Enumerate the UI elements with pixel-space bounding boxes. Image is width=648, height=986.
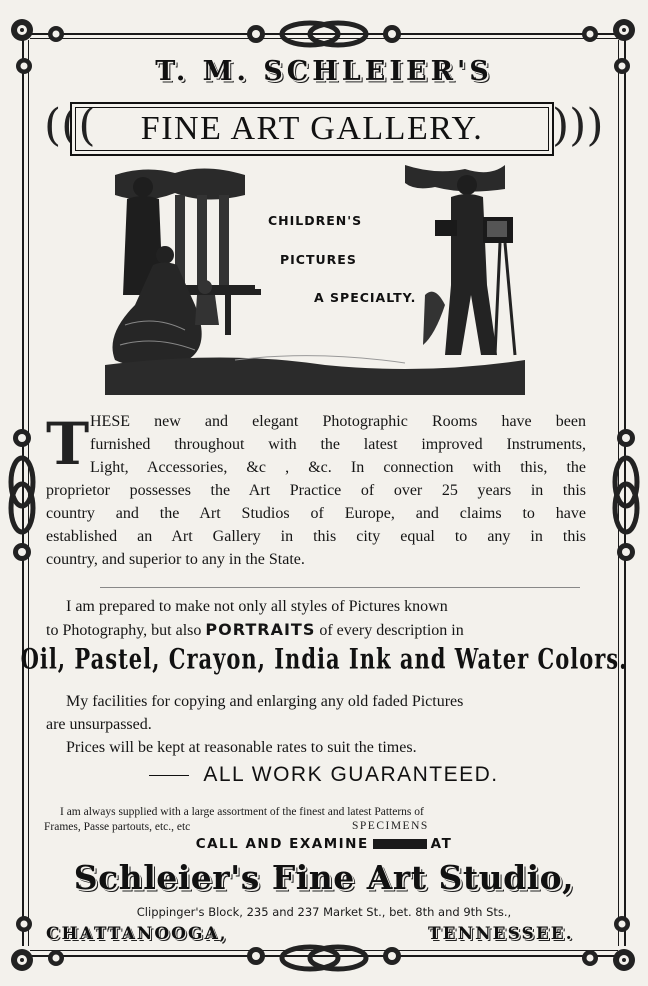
guarantee-dash — [149, 775, 189, 776]
right-bracket-ornament: ))) — [552, 100, 604, 151]
facilities-paragraph — [46, 690, 586, 759]
studio-address: Clippinger's Block, 235 and 237 Market St., bet. 8th and 9th Sts., — [136, 905, 512, 919]
divider-rule — [100, 587, 580, 588]
call-text-end: AT — [430, 836, 453, 852]
knot-ornament-right — [608, 420, 644, 570]
specialty-line-3: A SPECIALTY. — [314, 290, 417, 305]
call-to-action — [0, 836, 648, 852]
gallery-title: FINE ART GALLERY. — [140, 110, 484, 147]
specialty-line-2: PICTURES — [280, 252, 357, 267]
studio-engraving-illustration — [105, 165, 525, 395]
city-name: CHATTANOOGA, — [46, 924, 228, 944]
knot-ornament-top — [238, 14, 410, 54]
facilities-line-2: are unsurpassed. — [46, 716, 152, 733]
drop-cap-letter: T — [46, 410, 90, 478]
intro-line: furnished throughout with the latest improved Instruments, — [90, 436, 586, 453]
gallery-title-box — [70, 102, 554, 156]
intro-line: proprietor possesses the Art Practice of over 25 years in this — [46, 482, 586, 499]
intro-line: Light, Accessories, &c , &c. In connection with this, the — [90, 459, 586, 476]
intro-paragraph — [46, 410, 586, 571]
proprietor-heading: T. M. SCHLEIER'S — [155, 56, 493, 87]
specimens-correction: SPECIMENS — [352, 820, 429, 832]
state-name: TENNESSEE. — [428, 924, 574, 944]
studio-name: Schleier's Fine Art Studio, — [73, 858, 575, 897]
left-bracket-ornament: ((( — [44, 100, 96, 151]
portraits-emphasis: PORTRAITS — [205, 620, 316, 639]
frames-note-line-2: Frames, Passe partouts, etc., etc — [44, 821, 191, 833]
intro-line: HESE new and elegant Photographic Rooms have been — [90, 413, 586, 430]
guarantee-line — [0, 763, 648, 787]
knot-ornament-left — [4, 420, 40, 570]
guarantee-text: ALL WORK GUARANTEED. — [203, 763, 499, 786]
specialty-line-1: CHILDREN'S — [268, 213, 363, 228]
prepared-line-2 — [46, 618, 586, 642]
intro-line: country, and superior to any in the State. — [46, 551, 305, 568]
frames-note — [44, 805, 589, 835]
prices-line: Prices will be kept at reasonable rates to suit the times. — [66, 739, 417, 756]
call-text-start: CALL AND EXAMINE — [195, 836, 369, 852]
intro-line: established an Art Gallery in this city equal to any in this — [46, 528, 586, 545]
frames-note-line-1: I am always supplied with a large assortment of the finest and latest Patterns of — [60, 806, 424, 818]
facilities-line-1: My facilities for copying and enlarging any old faded Pictures — [66, 693, 464, 710]
prepared-paragraph — [46, 595, 586, 642]
prepared-line-2-start: to Photography, but also — [46, 622, 202, 639]
media-list: Oil, Pastel, Crayon, India Ink and Water Colors. — [20, 641, 628, 676]
prepared-line-1: I am prepared to make not only all styles of Pictures known — [66, 598, 448, 615]
knot-ornament-bottom — [238, 938, 410, 978]
prepared-line-2-end: of every description in — [319, 622, 464, 639]
struck-out-word — [373, 839, 427, 849]
intro-line: country and the Art Studios of Europe, and claims to have — [46, 505, 586, 522]
